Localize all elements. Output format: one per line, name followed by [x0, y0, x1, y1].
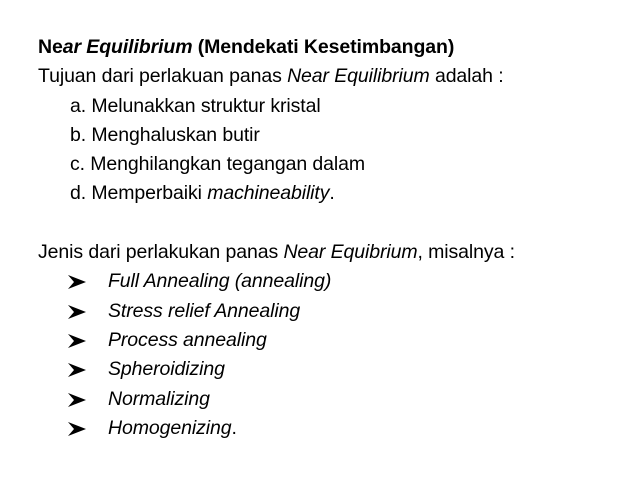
intro-text-after: adalah :: [429, 65, 504, 88]
type-label: Process annealing: [108, 328, 267, 351]
purpose-item: b. Menghaluskan butir: [70, 123, 260, 146]
purpose-text-after: .: [329, 182, 335, 205]
intro-italic-term: Near Equilibrium: [287, 65, 430, 88]
purpose-item: a. Melunakkan struktur kristal: [70, 94, 321, 117]
type-label: Normalizing: [108, 387, 210, 410]
type-list-item: [38, 326, 628, 355]
type-list-item: [38, 355, 628, 384]
arrow-bullet-icon: [68, 305, 86, 319]
arrow-bullet-icon: [68, 275, 86, 289]
type-label: Spheroidizing: [108, 358, 225, 381]
types-intro-italic-term: Near Equibrium: [283, 241, 418, 264]
title-italic-term: ar Equilibrium: [62, 36, 193, 58]
arrow-bullet-icon: [68, 363, 86, 377]
type-list-item: [38, 414, 628, 443]
intro-text-before: Tujuan dari perlakuan panas: [38, 65, 288, 88]
intro-line: [38, 62, 628, 91]
purpose-italic: machineability: [207, 182, 330, 205]
title-suffix: (Mendekati Kesetimbangan): [192, 36, 455, 58]
type-list-item: [38, 267, 628, 296]
arrow-bullet-icon: [68, 334, 86, 348]
arrow-bullet-icon: [68, 393, 86, 407]
slide-title: [38, 33, 628, 62]
spacer: [38, 209, 628, 238]
purpose-text-before: d. Memperbaiki: [70, 182, 208, 205]
type-label: Stress relief Annealing: [108, 299, 301, 322]
types-intro-line: [38, 238, 628, 267]
purpose-item: [38, 179, 628, 208]
title-prefix: Ne: [38, 36, 63, 58]
types-intro-text-after: , misalnya :: [417, 241, 515, 264]
slide-content: [38, 33, 628, 443]
type-suffix: .: [231, 416, 237, 439]
type-label: Homogenizing: [108, 416, 232, 439]
type-list-item: [38, 385, 628, 414]
types-intro-text-before: Jenis dari perlakukan panas: [38, 241, 284, 264]
type-label: Full Annealing (annealing): [108, 270, 332, 293]
type-list-item: [38, 297, 628, 326]
arrow-bullet-icon: [68, 422, 86, 436]
purpose-item: c. Menghilangkan tegangan dalam: [70, 153, 366, 176]
